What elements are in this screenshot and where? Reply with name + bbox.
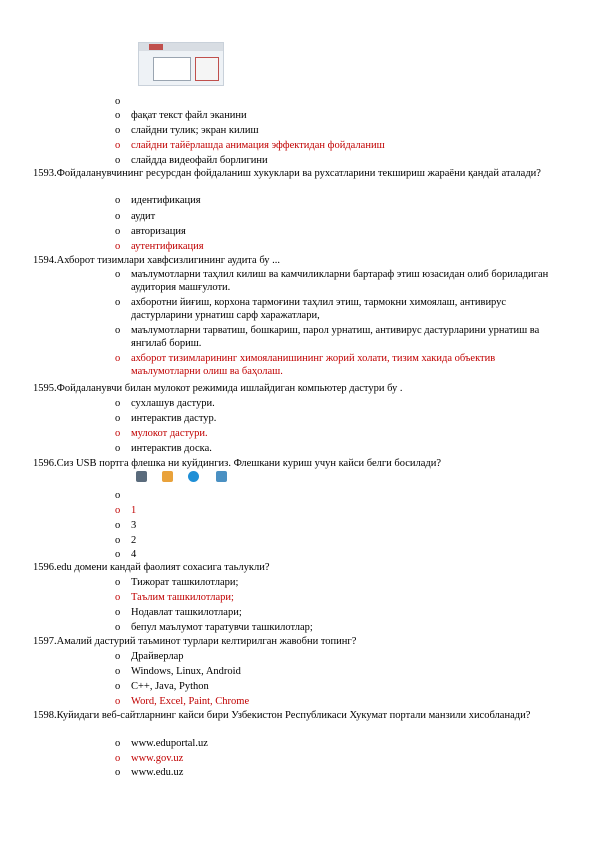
question-text: 1593.Фойдаланувчининг ресурсдан фойдаланиш хукуклари ва рухсатларини текшириш жараёни қандай аталади?	[33, 168, 541, 179]
usb-icons-image	[132, 470, 240, 492]
question-text: 1596.edu домени кандай фаолият сохасига таьлукли?	[33, 562, 270, 573]
question-text: 1594.Ахборот тизимлари хавфсизлигининг аудита бу ...	[33, 255, 281, 266]
flash-drive-icon	[136, 471, 147, 482]
folder-icon	[162, 471, 173, 482]
skype-icon	[188, 471, 199, 482]
powerpoint-screenshot-image	[138, 42, 224, 86]
question-text: 1596.Сиз USB портга флешка ни куйдингиз. Флешкани куриш учун кайси белги босилади?	[33, 458, 442, 469]
document-page: o o фақат текст файл эканини o слайдни тулик; экран килиш o слайдни тайёрлашда анимация эффектидан фойдаланиш o слайдда видеофайл борлигини 1593.Фойдаланувчининг ресурсдан фойдаланиш хукуклари ва рухсатларини текшириш жараёни қандай аталади? o идентификация o аудит o авторизация o аутентификация 1594.Ахборот тизимлари хавфсизлигининг аудита бу ... o маълумотларни таҳлил килиш ва камчиликларни бартараф этиш юзасидан олиб бориладиган аудитория машғулоти. o ахборотни йиғиш, корхона тармоғини таҳлил этиш, тармокни химоялаш, антивирус дастурларини урнатиш сарф харажатлари, o маълумотларни тарватиш, бошкариш, парол урнатиш, антивирус дастурларини урнатиш ва янгилаб бориш. o ахборот тизимларининг химояланишининг жорий холати, тизим хакида объектив маълумотларни олиш ва баҳолаш. 1595.Фойдаланувчи билан мулокот режимида ишлайдиган компьютер дастури бу . o сухлашув дастури. o интерактив дастур. o мулокот дастури. o интерактив доска. 1596.Сиз USB портга флешка ни куйдингиз. Флешкани куриш учун кайси белги босилади? o o 1 o 3 o 2 o 4 1596.edu домени кандай фаолият сохасига таьлукли? o Тижорат ташкилотлари; o Таълим ташкилотлари; o Нодавлат ташкилотлари; o бепул маълумот таратувчи ташкилотлар; 1597.Амалий дастурий таъминот турлари келтирилган жавобни топинг? o Драйверлар o Windows, Linux, Android o C++, Java, Python o Word, Excel, Paint, Chrome 1598.Куйидаги веб-сайтларнинг кайси бири Узбекистон Республикаси Хукумат портали манзили хисобланади? o www.eduportal.uz o www.gov.uz o www.edu.uz	[0, 0, 595, 842]
panel-icon	[216, 471, 227, 482]
question-text: 1595.Фойдаланувчи билан мулокот режимида ишлайдиган компьютер дастури бу .	[33, 383, 403, 394]
question-text: 1597.Амалий дастурий таъминот турлари келтирилган жавобни топинг?	[33, 636, 357, 647]
question-text: 1598.Куйидаги веб-сайтларнинг кайси бири Узбекистон Республикаси Хукумат портали манзили хисобланади?	[33, 710, 531, 721]
